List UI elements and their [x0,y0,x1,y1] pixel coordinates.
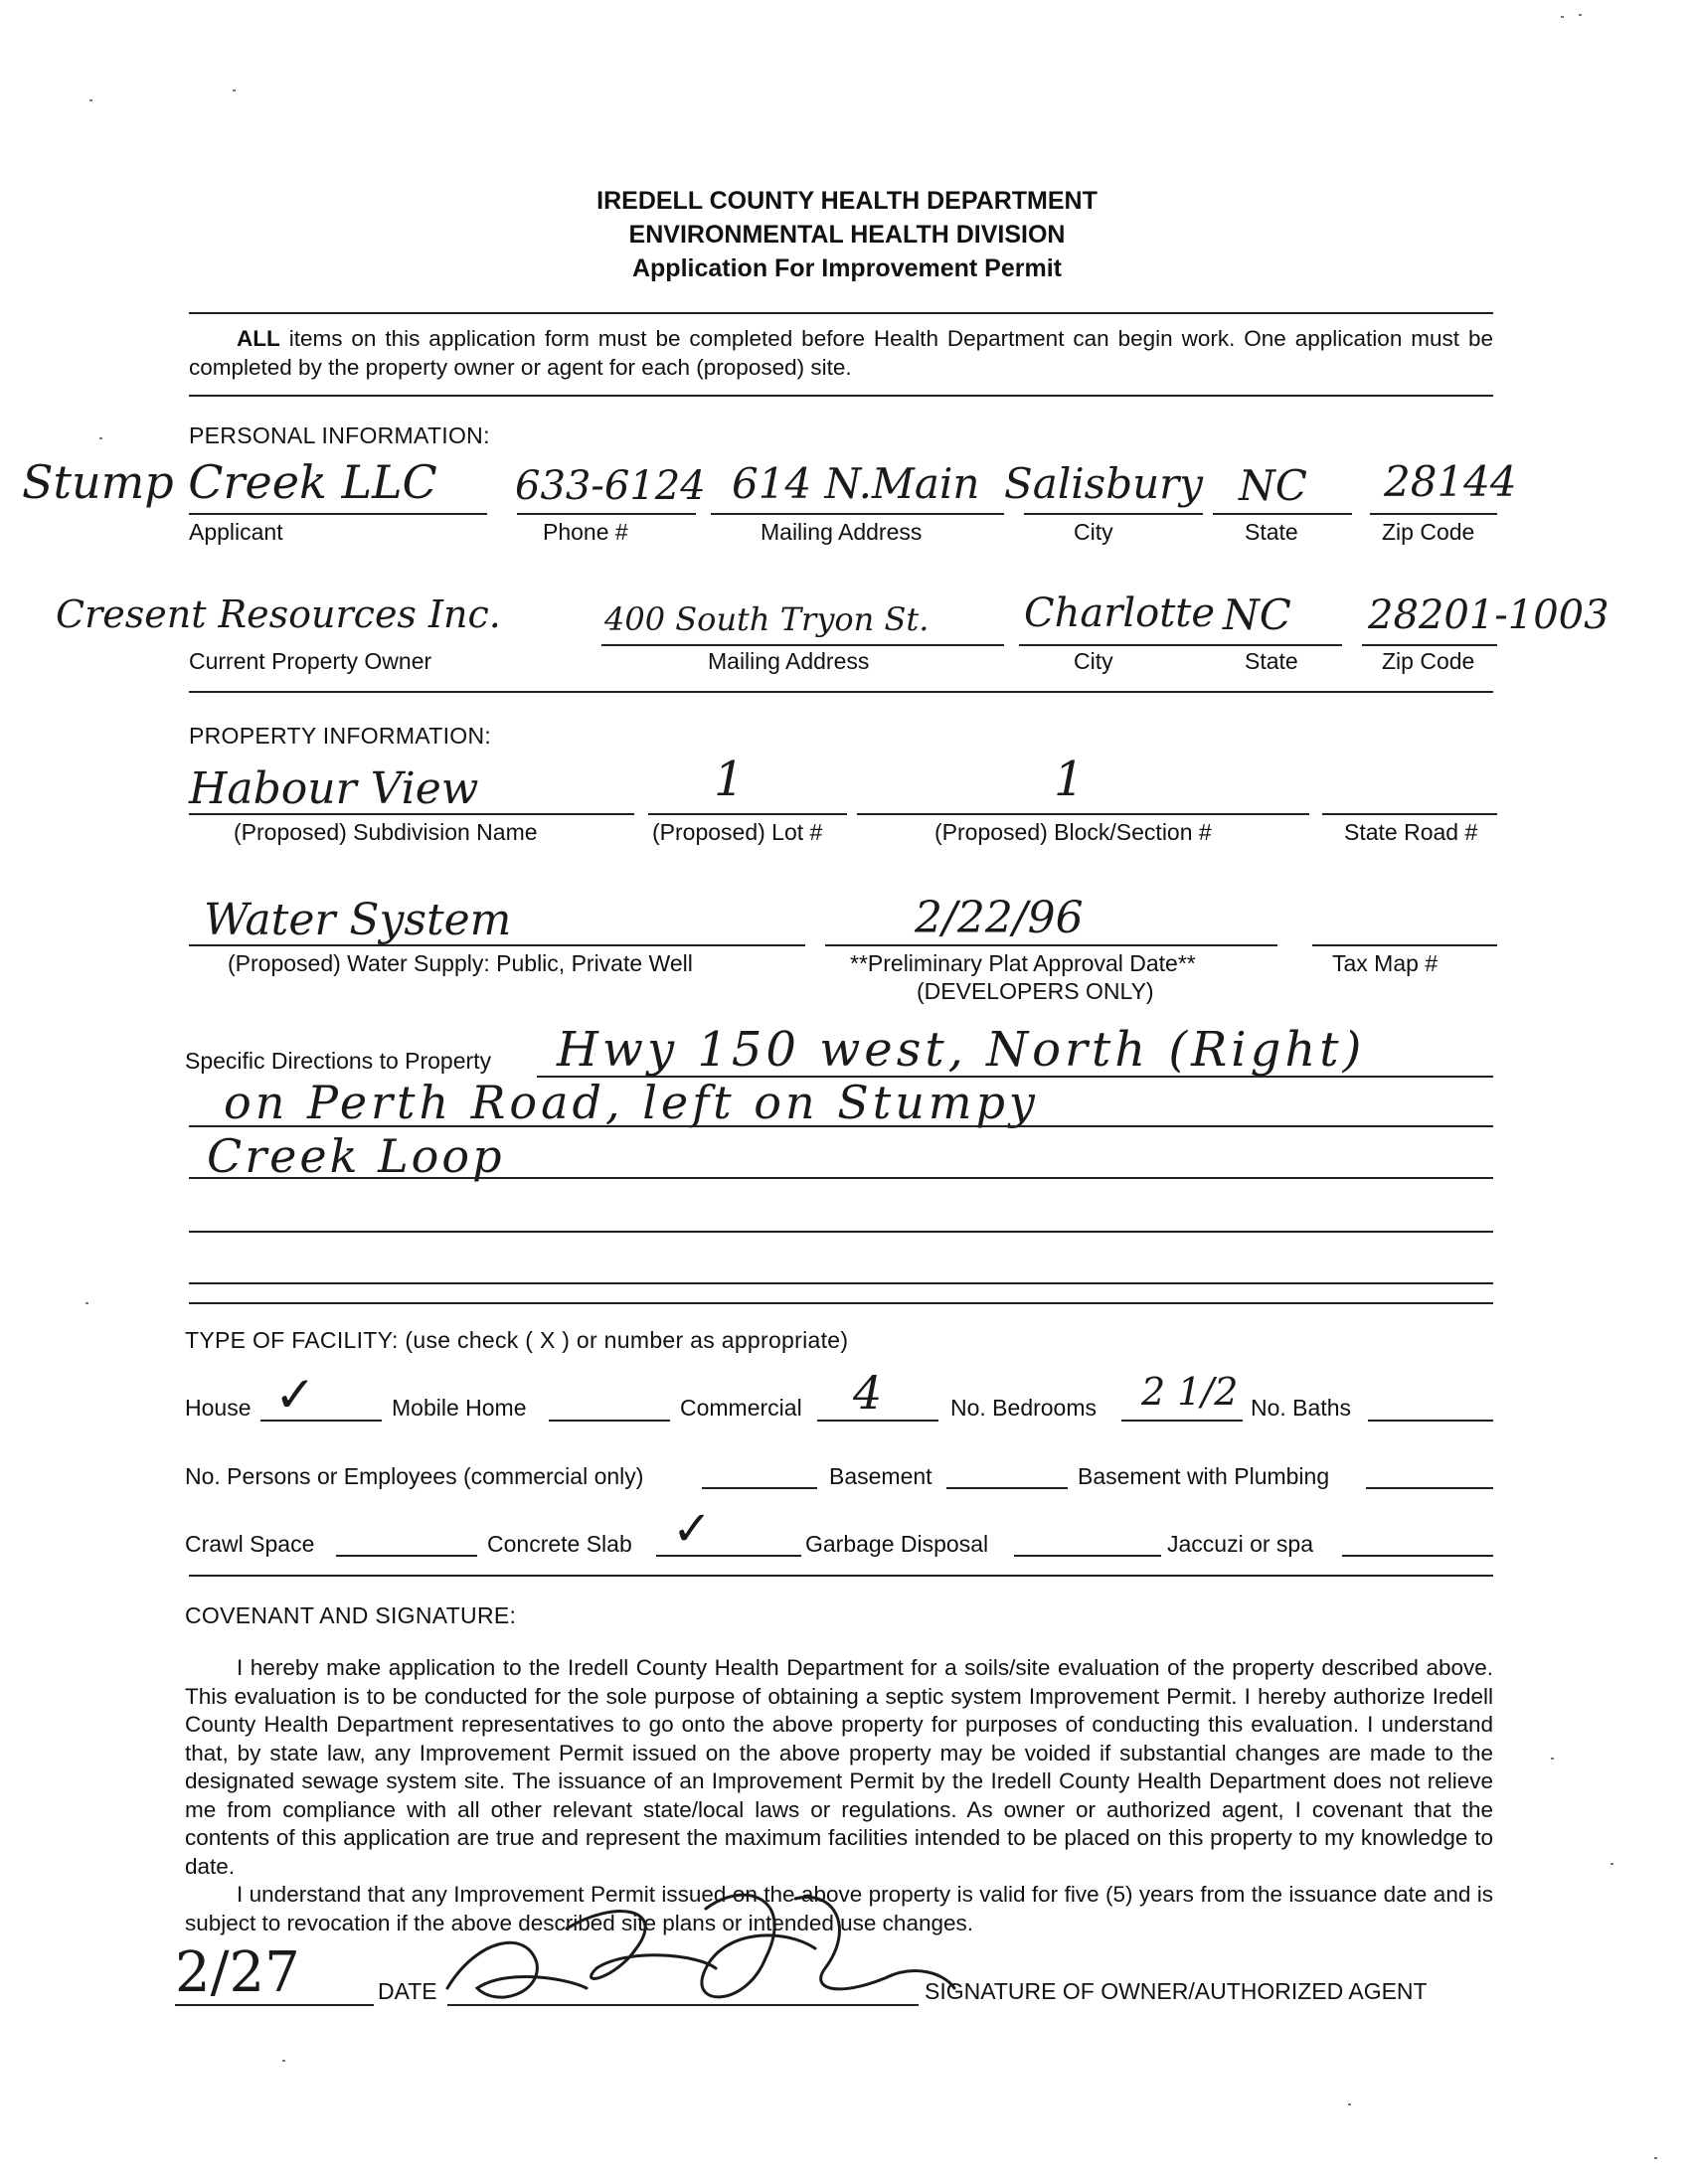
header-rule [189,312,1493,314]
city-line [1024,513,1203,515]
mobile-label: Mobile Home [392,1395,527,1421]
directions-rule-4 [189,1231,1493,1233]
water-line [189,944,805,946]
lot-value[interactable]: 1 [714,752,745,807]
phone-value[interactable]: 633-6124 [515,463,706,509]
directions-line-3[interactable]: Creek Loop [207,1129,505,1183]
persons-label: No. Persons or Employees (commercial only) [185,1463,644,1489]
directions-label: Specific Directions to Property [185,1048,492,1074]
personal-heading: PERSONAL INFORMATION: [189,422,490,448]
block-label: (Proposed) Block/Section # [934,819,1212,845]
plat-note: (DEVELOPERS ONLY) [917,978,1154,1004]
directions-rule-2 [189,1125,1493,1127]
property-heading: PROPERTY INFORMATION: [189,723,492,749]
baths-line [1368,1420,1493,1422]
owner-zip-label: Zip Code [1382,648,1475,674]
directions-rule-5 [189,1282,1493,1284]
mailing-label: Mailing Address [761,519,923,545]
owner-city-value[interactable]: Charlotte [1024,590,1216,636]
applicant-zip-value[interactable]: 28144 [1384,457,1517,506]
owner-state-line [1203,644,1342,646]
form-title: Application For Improvement Permit [631,254,1062,282]
lot-label: (Proposed) Lot # [652,819,823,845]
state-label: State [1245,519,1298,545]
scan-speck [1610,1863,1613,1865]
subdivision-line [189,813,634,815]
department-title: IREDELL COUNTY HEALTH DEPARTMENT [596,187,1098,215]
road-line [1322,813,1497,815]
applicant-mailing-value[interactable]: 614 N.Main [732,459,980,508]
applicant-state-value[interactable]: NC [1239,461,1307,510]
scan-speck [282,2060,285,2062]
plat-label: **Preliminary Plat Approval Date** [850,950,1196,976]
bedrooms-line [1121,1420,1243,1422]
commercial-line [817,1420,938,1422]
date-value-line [175,2004,374,2006]
owner-label: Current Property Owner [189,648,432,674]
zip-label: Zip Code [1382,519,1475,545]
slab-label: Concrete Slab [487,1531,632,1557]
scan-speck [99,437,102,439]
intro-rest: items on this application form must be completed before Health Department can begin work. One application must be completed by the property owner or agent for each (proposed) site. [189,326,1493,380]
owner-mailing-label: Mailing Address [708,648,870,674]
scan-speck [89,99,92,101]
subdivision-value[interactable]: Habour View [189,763,479,814]
scan-speck [85,1302,88,1304]
intro-rule [189,395,1493,397]
scan-speck [1579,14,1582,16]
persons-line [702,1487,817,1489]
covenant-paragraph-1: I hereby make application to the Iredell County Health Department for a soils/site evaluation of the property described above. This evaluation is to be conducted for the sole purpose of obtaining a septic system Improvement Permit. I hereby authorize Iredell County Health Department representatives to go onto the above property for purposes of conducting this evaluation. I understand that, by state law, any Improvement Permit issued on the above property may be voided if substantial changes are made to the designated sewage system site. The issuance of an Improvement Permit by the Iredell County Health Department does not relieve me from compliance with all other relevant state/local laws or regulations. As owner or authorized agent, I covenant that the contents of this application are true and represent the maximum facilities intended to be placed on this property to my knowledge to date. [185,1655,1493,1879]
owner-mailing-value[interactable]: 400 South Tryon St. [604,600,930,638]
owner-state-value[interactable]: NC [1223,590,1291,639]
intro-text [189,325,1493,382]
division-title: ENVIRONMENTAL HEALTH DIVISION [628,221,1066,249]
directions-line-1[interactable]: Hwy 150 west, North (Right) [557,1022,1366,1078]
owner-signature [418,1869,974,2018]
applicant-value[interactable]: Stump Creek LLC [22,455,437,509]
directions-rule-1 [537,1076,1493,1078]
date-value[interactable]: 2/27 [175,1940,300,2005]
block-line [857,813,1309,815]
road-label: State Road # [1344,819,1478,845]
applicant-line [189,513,487,515]
commercial-value[interactable]: 4 [853,1366,883,1420]
covenant-heading: COVENANT AND SIGNATURE: [185,1602,517,1628]
basement-plumbing-label: Basement with Plumbing [1078,1463,1330,1489]
city-label: City [1074,519,1113,545]
owner-value[interactable]: Cresent Resources Inc. [56,592,501,636]
scan-speck [1348,2103,1351,2105]
owner-zip-value[interactable]: 28201-1003 [1368,592,1609,638]
scan-speck [1561,16,1564,18]
bedrooms-label: No. Bedrooms [950,1395,1098,1421]
scan-speck [1654,2157,1657,2159]
house-label: House [185,1395,252,1421]
intro-bold: ALL [237,326,280,351]
phone-label: Phone # [543,519,628,545]
signature-label: SIGNATURE OF OWNER/AUTHORIZED AGENT [925,1978,1428,2004]
commercial-label: Commercial [680,1395,802,1421]
covenant-paragraph-2: I understand that any Improvement Permit issued on the above property is valid for five (5) years from the issuance date and is subject to revocation if the above described site plans or intended use changes. [185,1882,1493,1935]
subdivision-label: (Proposed) Subdivision Name [234,819,538,845]
water-value[interactable]: Water System [204,895,512,945]
date-label: DATE [378,1978,437,2004]
owner-city-label: City [1074,648,1113,674]
garbage-line [1014,1555,1161,1557]
directions-rule-3 [189,1177,1493,1179]
scan-speck [1551,1758,1554,1760]
baths-label: No. Baths [1251,1395,1351,1421]
plat-date-value[interactable]: 2/22/96 [915,893,1084,943]
jacuzzi-label: Jaccuzi or spa [1167,1531,1314,1557]
taxmap-line [1312,944,1497,946]
personal-rule [189,691,1493,693]
directions-line-2[interactable]: on Perth Road, left on Stumpy [224,1076,1039,1129]
crawl-line [336,1555,477,1557]
facility-rule [189,1575,1493,1577]
zip-line [1370,513,1497,515]
plat-line [825,944,1277,946]
owner-mailing-line [601,644,1004,646]
applicant-city-value[interactable]: Salisbury [1004,459,1203,508]
taxmap-label: Tax Map # [1332,950,1439,976]
facility-heading: TYPE OF FACILITY: (use check ( X ) or number as appropriate) [185,1327,849,1353]
block-value[interactable]: 1 [1054,752,1085,807]
bedrooms-value[interactable]: 2 1/2 [1141,1370,1239,1414]
basement-plumbing-line [1366,1487,1493,1489]
applicant-label: Applicant [189,519,283,545]
mailing-line [711,513,1004,515]
mobile-line [549,1420,670,1422]
owner-state-label: State [1245,648,1298,674]
jacuzzi-line [1342,1555,1493,1557]
property-rule [189,1302,1493,1304]
basement-line [946,1487,1068,1489]
house-check[interactable]: ✓ [274,1366,316,1424]
garbage-label: Garbage Disposal [805,1531,989,1557]
water-label: (Proposed) Water Supply: Public, Private Well [228,950,693,976]
basement-label: Basement [829,1463,932,1489]
scan-speck [233,89,236,91]
phone-line [517,513,696,515]
slab-check[interactable]: ✓ [672,1501,713,1557]
lot-line [648,813,847,815]
crawl-label: Crawl Space [185,1531,315,1557]
owner-city-line [1019,644,1208,646]
owner-zip-line [1362,644,1497,646]
state-line [1213,513,1352,515]
